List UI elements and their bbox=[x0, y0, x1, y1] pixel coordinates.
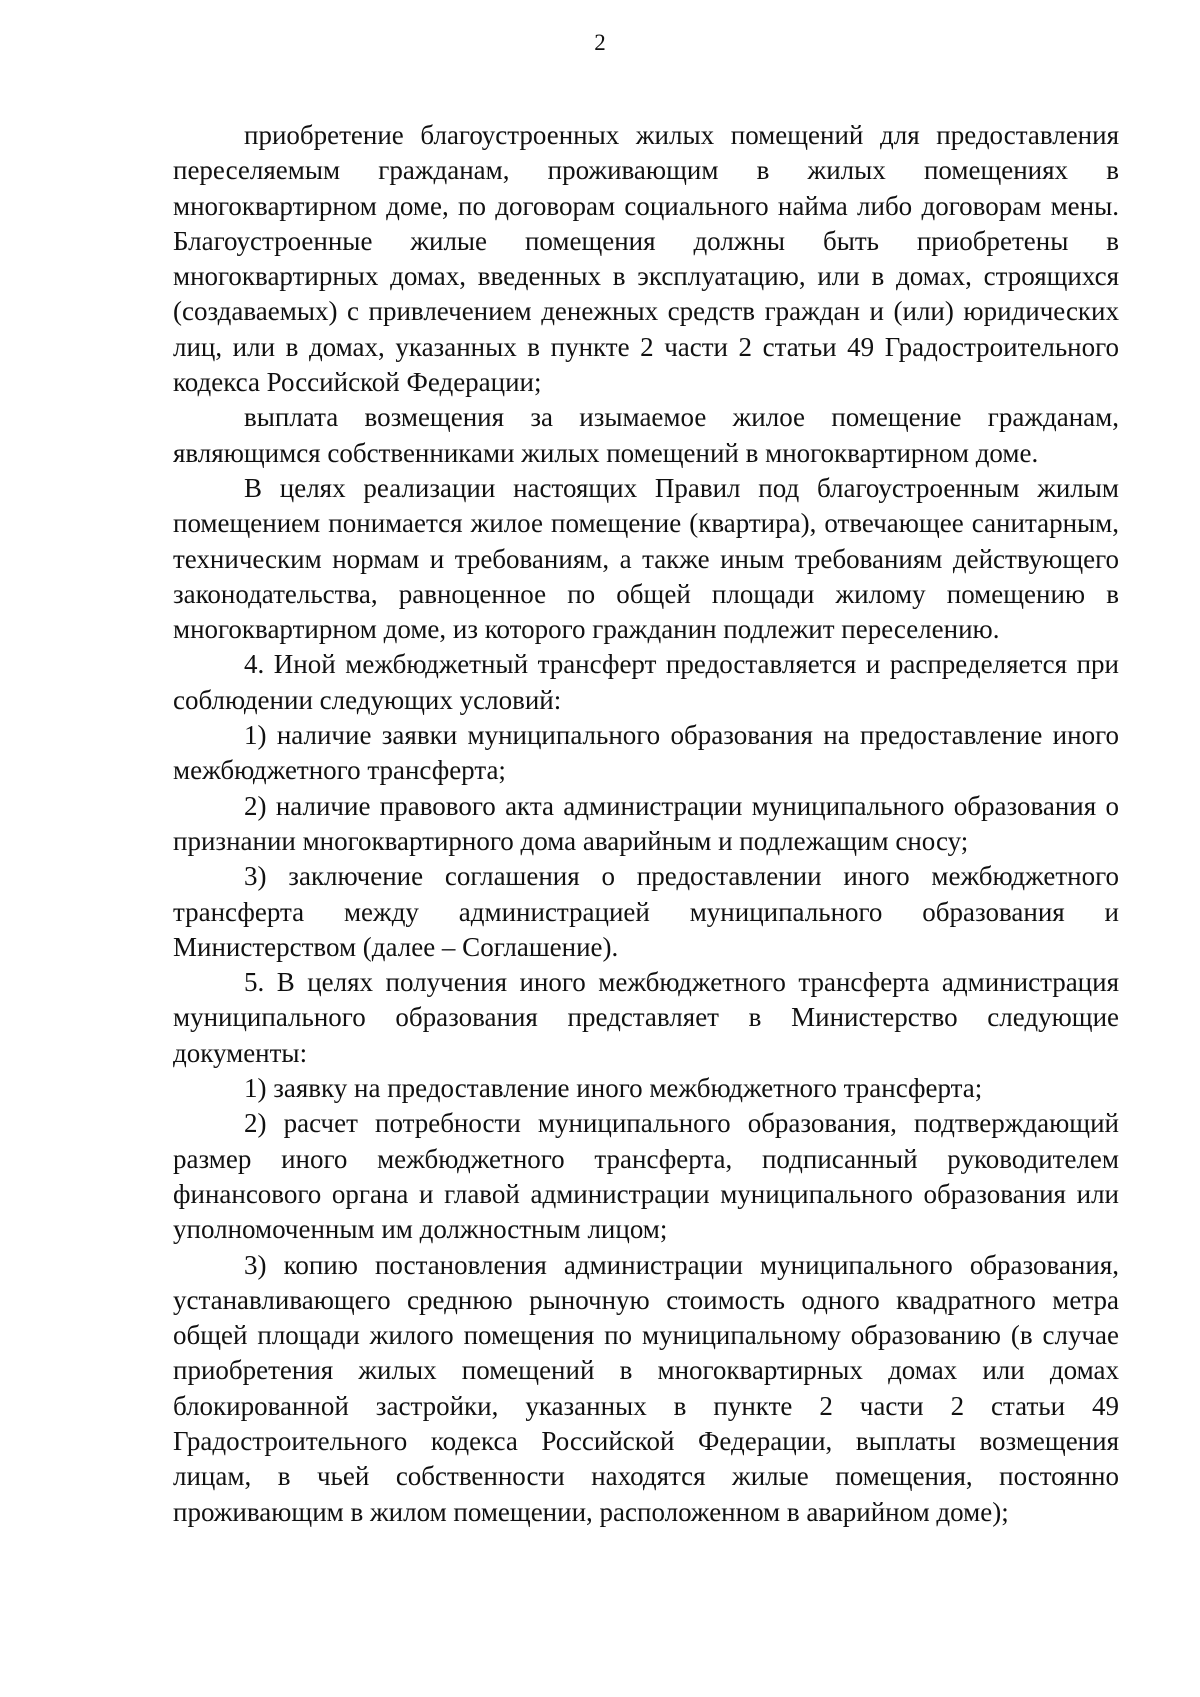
paragraph-section-5: 5. В целях получения иного межбюджетного трансферта администрация муниципального образования представляет в Министерство следующие документы: bbox=[173, 967, 1119, 1068]
paragraph-housing-definition: В целях реализации настоящих Правил под благоустроенным жилым помещением понимается жилое помещение (квартира), отвечающее санитарным, техническим нормам и требованиям, а также иным требованиям действующего законодательства, равноценное по общей площади жилому помещению в многоквартирном доме, из которого гражданин подлежит переселению. bbox=[173, 472, 1119, 645]
paragraph-housing-acquisition: приобретение благоустроенных жилых помещений для предоставления переселяемым гражданам, проживающим в жилых помещениях в многоквартирном доме, по договорам социального найма либо договорам мены. Благоустроенные жилые помещения должны быть приобретены в многоквартирных домах, введенных в эксплуатацию, или в домах, строящихся (создаваемых) с привлечением денежных средств граждан и (или) юридических лиц, или в домах, указанных в пункте 2 части 2 статьи 49 Градостроительного кодекса Российской Федерации; bbox=[173, 120, 1119, 398]
paragraph-condition-1: 1) наличие заявки муниципального образования на предоставление иного межбюджетного трансферта; bbox=[173, 720, 1119, 786]
paragraph-document-2: 2) расчет потребности муниципального образования, подтверждающий размер иного межбюджетного трансферта, подписанный руководителем финансового органа и главой администрации муниципального образования или уполномоченным им должностным лицом; bbox=[173, 1108, 1119, 1245]
document-body bbox=[173, 118, 1119, 1530]
paragraph-document-3: 3) копию постановления администрации муниципального образования, устанавливающего среднюю рыночную стоимость одного квадратного метра общей площади жилого помещения по муниципальному образованию (в случае приобретения жилых помещений в многоквартирных домах или домах блокированной застройки, указанных в пункте 2 части 2 статьи 49 Градостроительного кодекса Российской Федерации, выплаты возмещения лицам, в чьей собственности находятся жилые помещения, постоянно проживающим в жилом помещении, расположенном в аварийном доме); bbox=[173, 1249, 1119, 1527]
paragraph-condition-3: 3) заключение соглашения о предоставлении иного межбюджетного трансферта между администрацией муниципального образования и Министерством (далее – Соглашение). bbox=[173, 861, 1119, 962]
paragraph-document-1: 1) заявку на предоставление иного межбюджетного трансферта; bbox=[244, 1073, 983, 1104]
paragraph-compensation-payment: выплата возмещения за изымаемое жилое помещение гражданам, являющимся собственниками жилых помещений в многоквартирном доме. bbox=[173, 402, 1119, 468]
paragraph-condition-2: 2) наличие правового акта администрации муниципального образования о признании многоквартирного дома аварийным и подлежащим сносу; bbox=[173, 790, 1119, 856]
page-number: 2 bbox=[594, 30, 606, 55]
paragraph-section-4: 4. Иной межбюджетный трансферт предоставляется и распределяется при соблюдении следующих условий: bbox=[173, 649, 1119, 715]
